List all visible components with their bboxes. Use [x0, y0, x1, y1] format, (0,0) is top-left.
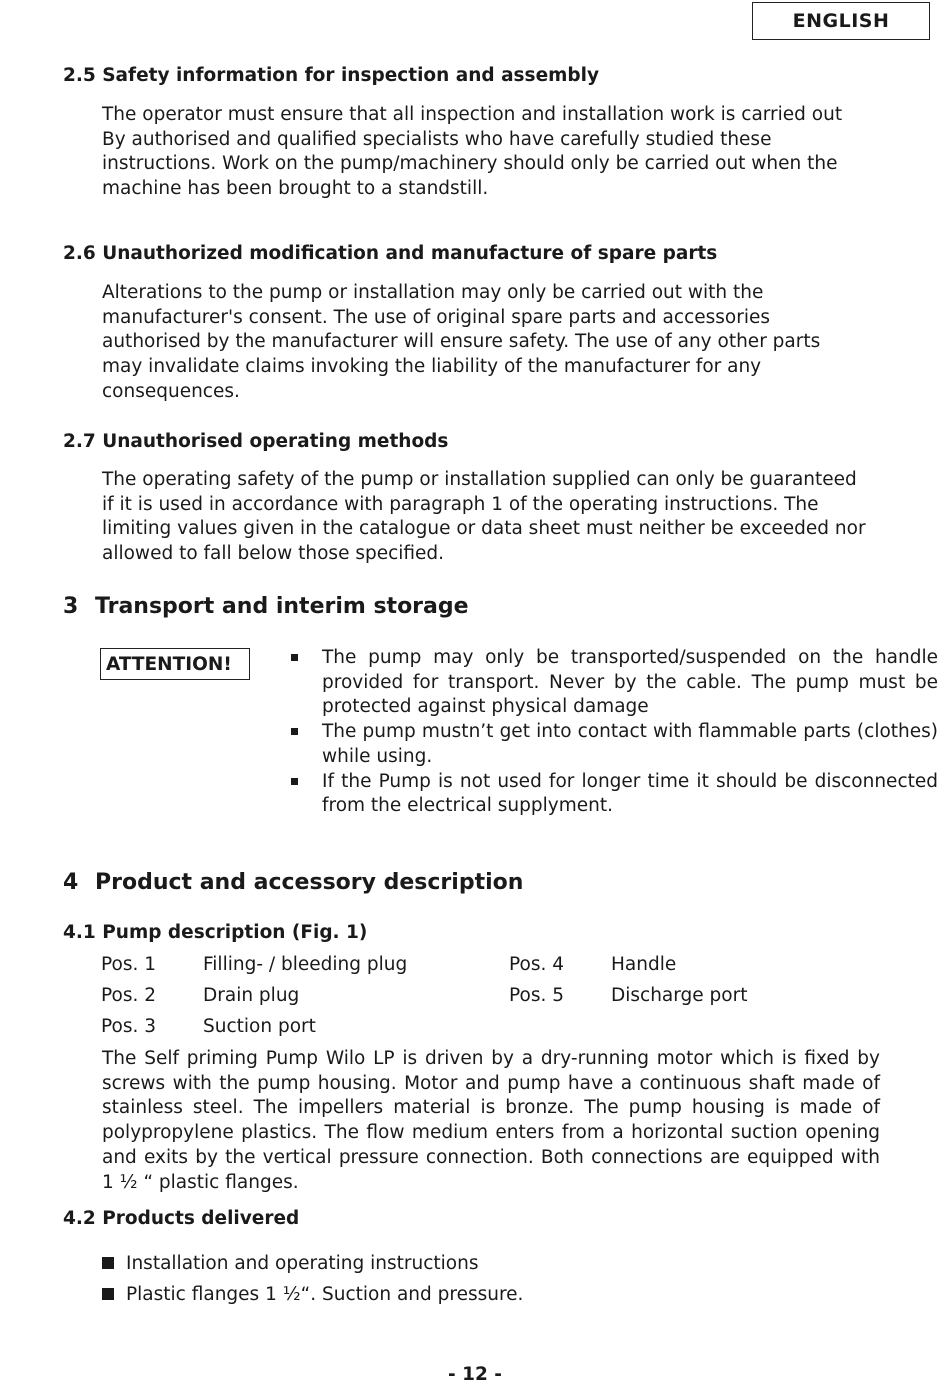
delivered-items — [102, 1252, 523, 1314]
section-4-1-heading: 4.1 Pump description (Fig. 1) — [63, 922, 368, 943]
bullet-square-icon — [291, 778, 298, 785]
text-line: if it is used in accordance with paragraph 1 of the operating instructions. The — [102, 493, 819, 515]
bullet-square-icon — [102, 1288, 114, 1300]
pump-description: The Self priming Pump Wilo LP is driven by a dry-running motor which is fixed by screws with the pump housing. Motor and pump have a continuous shaft made of stainless steel. The impellers material is bronze. The pump housing is made of polypropylene plastics. The flow medium enters from a horizontal suction opening and exits by the vertical pressure connection. Both connections are equipped with 1 ½ “ plastic flanges. — [102, 1048, 880, 1193]
list-item-text: Installation and operating instructions — [126, 1253, 479, 1274]
transport-warnings — [288, 646, 938, 819]
section-title: Product and accessory description — [95, 870, 524, 895]
list-item — [102, 1283, 523, 1314]
text-line: authorised by the manufacturer will ensure safety. The use of any other parts — [102, 331, 821, 353]
section-3-heading — [63, 594, 469, 619]
text-line: The operating safety of the pump or installation supplied can only be guaranteed — [102, 469, 857, 490]
pos-label: Discharge port — [611, 985, 748, 1006]
section-number: 3 — [63, 594, 79, 619]
attention-label: ATTENTION! — [100, 648, 250, 680]
section-number: 4 — [63, 870, 79, 895]
text-line: instructions. Work on the pump/machinery should only be carried out when the — [102, 153, 838, 175]
pos-code: Pos. 1 — [101, 954, 156, 975]
section-2-5-text — [102, 103, 842, 202]
page-number: - 12 - — [448, 1364, 502, 1385]
bullet-square-icon — [291, 654, 298, 661]
list-item-text: If the Pump is not used for longer time it should be disconnected from the electrical supplyment. — [322, 770, 938, 817]
section-2-6-heading: 2.6 Unauthorized modification and manufacture of spare parts — [63, 243, 718, 264]
text-line: The operator must ensure that all inspection and installation work is carried out — [102, 104, 843, 125]
pos-code: Pos. 2 — [101, 985, 156, 1006]
pos-code: Pos. 3 — [101, 1016, 156, 1037]
bullet-square-icon — [102, 1257, 114, 1269]
language-label: ENGLISH — [752, 2, 930, 40]
pos-label: Handle — [611, 954, 677, 975]
list-item — [288, 646, 938, 720]
list-item-text: The pump may only be transported/suspended on the handle provided for transport. Never by the cable. The pump must be protected against physical damage — [322, 647, 938, 718]
section-4-heading — [63, 870, 523, 895]
text-line: consequences. — [102, 380, 240, 402]
list-item — [288, 720, 938, 769]
text-line: By authorised and qualified specialists who have carefully studied these — [102, 128, 772, 150]
section-2-5-heading: 2.5 Safety information for inspection and assembly — [63, 65, 600, 86]
text-line: manufacturer's consent. The use of original spare parts and accessories — [102, 306, 770, 328]
section-2-7-heading: 2.7 Unauthorised operating methods — [63, 431, 449, 452]
text-line: allowed to fall below those specified. — [102, 543, 445, 565]
text-line: limiting values given in the catalogue or data sheet must neither be exceeded nor — [102, 518, 866, 540]
pos-label: Suction port — [203, 1016, 316, 1037]
bullet-square-icon — [291, 728, 298, 735]
pos-code: Pos. 5 — [509, 985, 564, 1006]
text-line: machine has been brought to a standstill. — [102, 178, 489, 200]
pos-label: Filling- / bleeding plug — [203, 954, 408, 975]
list-item-text: The pump mustn’t get into contact with flammable parts (clothes) while using. — [322, 721, 938, 767]
pos-label: Drain plug — [203, 985, 300, 1006]
text-line: may invalidate claims invoking the liability of the manufacturer for any — [102, 356, 762, 378]
section-4-2-heading: 4.2 Products delivered — [63, 1208, 300, 1229]
section-2-7-text — [102, 468, 866, 567]
list-item — [102, 1252, 523, 1283]
pos-code: Pos. 4 — [509, 954, 564, 975]
list-item — [288, 770, 938, 819]
section-title: Transport and interim storage — [95, 594, 469, 619]
list-item-text: Plastic flanges 1 ½“. Suction and pressure. — [126, 1284, 524, 1305]
section-2-6-text — [102, 281, 820, 405]
text-line: Alterations to the pump or installation may only be carried out with the — [102, 282, 764, 303]
